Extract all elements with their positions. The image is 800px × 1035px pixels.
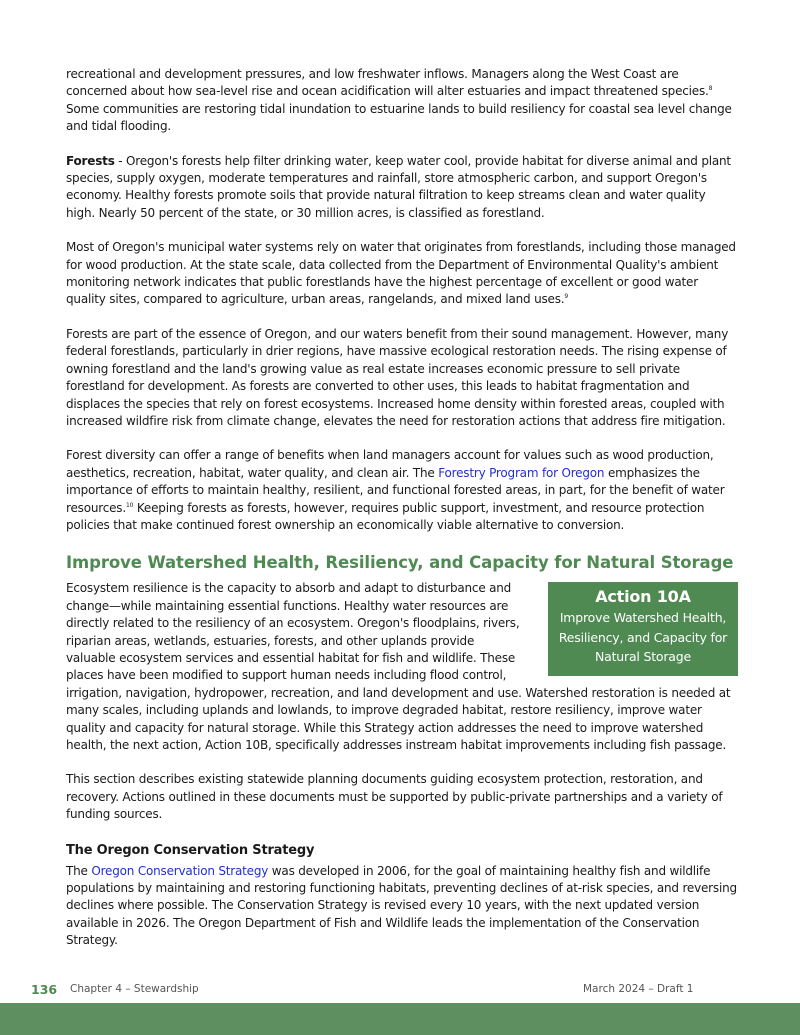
footer-bar xyxy=(0,1003,800,1035)
action-description: Improve Watershed Health, Resiliency, and Capacity for Natural Storage xyxy=(558,610,728,665)
section-heading: Improve Watershed Health, Resiliency, and Capacity for Natural Storage xyxy=(66,553,734,573)
paragraph-conservation-strategy: The Oregon Conservation Strategy was developed in 2006, for the goal of maintaining healthy fish and wildlife populations by maintaining and restoring functioning habitats, preventing declines of at-risk species, and reversing declines where possible. The Conservation Strategy is revised every 10 years, with the next updated version available in 2026. The Oregon Department of Fish and Wildlife leads the implementation of the Conservation Strategy. xyxy=(66,863,737,948)
paragraph-municipal-water: Most of Oregon's municipal water systems rely on water that originates from forestlands, including those managed for wood production. At the state scale, data collected from the Department of Environmental Quality's ambient monitoring network indicates that public forestlands have the highest percentage of excellent or good water quality sites, compared to agriculture, urban areas, rangelands, and mixed land uses.$^9$ xyxy=(66,240,736,307)
forests-label: Forests xyxy=(66,153,115,168)
paragraph-ecosystem-resilience: Ecosystem resilience is the capacity to absorb and adapt to disturbance and change—while maintaining essential functions. Healthy water resources are directly related to the resiliency of an ecosystem. Oregon's floodplains, rivers, riparian areas, wetlands, estuaries, forests, and other uplands provide valuable ecosystem services and essential habitat for fish and wildlife. These places have been modified to support human needs including flood control, irrigation, navigation, hydropower, recreation, and land development and use. Watershed restoration is needed at many scales, including uplands and lowlands, to improve degraded habitat, restore resiliency, improve water quality and capacity for natural storage. While this Strategy action addresses the need to improve watershed health, the next action, Action 10B, specifically addresses instream habitat improvements including fish passage. xyxy=(66,581,731,752)
footer-chapter: Chapter 4 – Stewardship xyxy=(70,983,199,995)
footer-date: March 2024 – Draft 1 xyxy=(583,983,694,995)
footnote-ref[interactable]: 8 xyxy=(708,85,713,93)
action-callout xyxy=(548,582,738,676)
section-body xyxy=(66,580,738,754)
footnote-ref[interactable]: 10 xyxy=(125,501,134,509)
footnote-ref[interactable]: 9 xyxy=(564,293,569,301)
action-title: Action 10A xyxy=(595,587,691,607)
paragraph-forest-essence: Forests are part of the essence of Oregon, and our waters benefit from their sound management. However, many federal forestlands, particularly in drier regions, have massive ecological restoration needs. The rising expense of owning forestland and the land's growing value as real estate increases economic pressure to sell private forestland for development. As forests are converted to other uses, this leads to habitat fragmentation and displaces the species that rely on forest ecosystems. Increased home density within forested areas, coupled with increased wildfire risk from climate change, elevates the need for restoration actions that address fire mitigation. xyxy=(66,326,729,428)
page-content xyxy=(66,66,738,967)
paragraph-forest-diversity: Forest diversity can offer a range of benefits when land managers account for values such as wood production, aesthetics, recreation, habitat, water quality, and clean air. The Forestry Program for Oregon emphasizes the importance of efforts to maintain healthy, resilient, and functional forested areas, in part, for the benefit of water resources.$^{10}$ Keeping forests as forests, however, requires public support, investment, and resource protection policies that make continued forest ownership an economically viable alternative to conversion. xyxy=(66,448,725,532)
page-footer xyxy=(0,982,800,998)
subheading-conservation-strategy: The Oregon Conservation Strategy xyxy=(66,842,315,858)
conservation-strategy-link[interactable]: Oregon Conservation Strategy xyxy=(91,863,269,878)
forestry-program-link[interactable]: Forestry Program for Oregon xyxy=(438,465,605,480)
paragraph-planning-documents: This section describes existing statewide planning documents guiding ecosystem protection, restoration, and recovery. Actions outlined in these documents must be supported by public-private partnerships and a variety of funding sources. xyxy=(66,772,723,822)
page-number: 136 xyxy=(31,982,58,997)
paragraph-coastal: recreational and development pressures, and low freshwater inflows. Managers along the West Coast are concerned about how sea-level rise and ocean acidification will alter estuaries and impact threatened species.$^8$ Some communities are restoring tidal inundation to estuarine lands to build resiliency for coastal sea level change and tidal flooding. xyxy=(66,67,732,134)
paragraph-forests: Forests - Oregon's forests help filter drinking water, keep water cool, provide habitat for diverse animal and plant species, supply oxygen, moderate temperatures and rainfall, store atmospheric carbon, and support Oregon's economy. Healthy forests promote soils that provide natural filtration to keep streams clean and water quality high. Nearly 50 percent of the state, or 30 million acres, is classified as forestland. xyxy=(66,153,731,220)
